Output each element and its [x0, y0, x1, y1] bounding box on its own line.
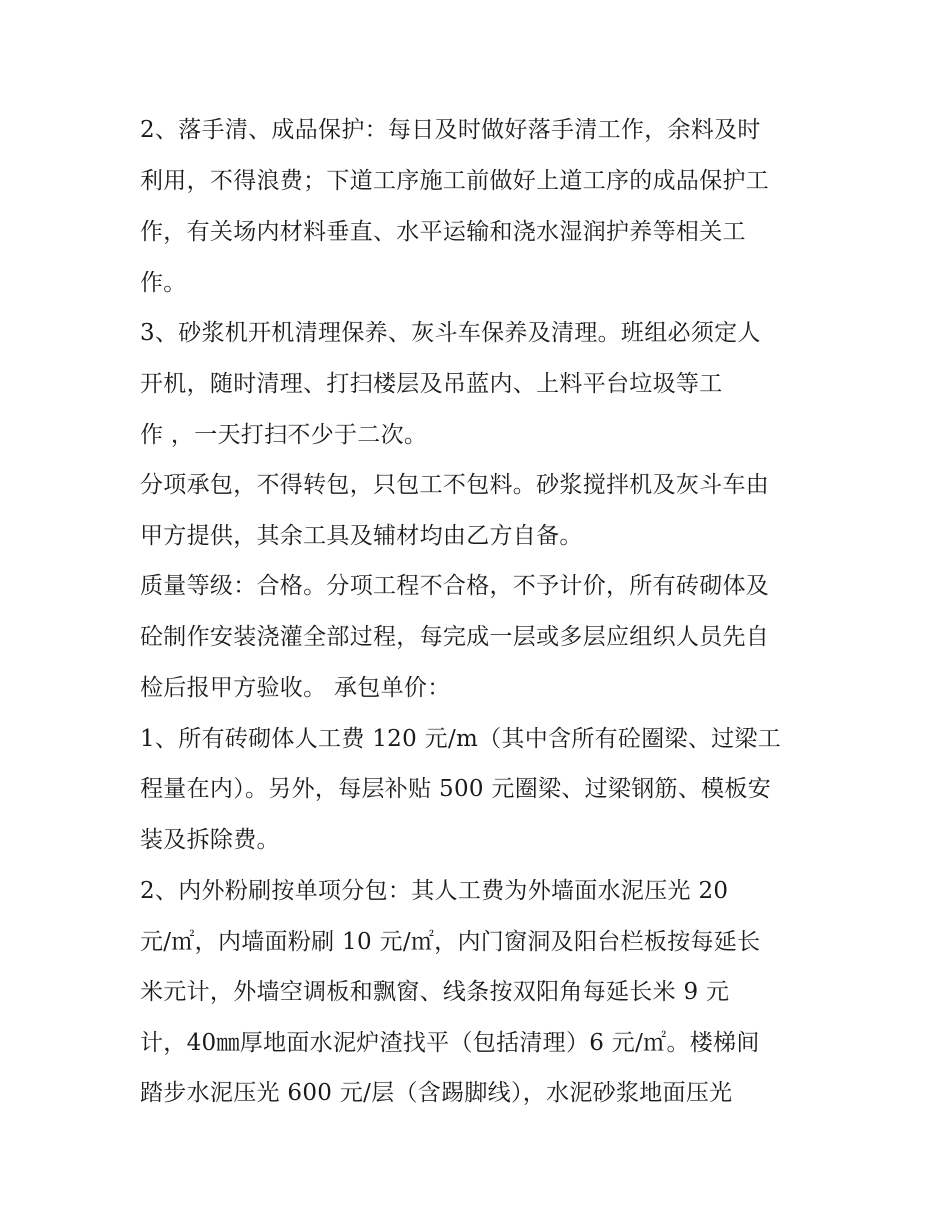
text-line-19: 计，40㎜厚地面水泥炉渣找平（包括清理）6 元/㎡。楼梯间 [140, 1030, 760, 1056]
text-line-11: 砼制作安装浇灌全部过程，每完成一层或多层应组织人员先自 [140, 624, 770, 650]
text-line-14: 程量在内）。另外，每层补贴 500 元圈梁、过梁钢筋、模板安 [140, 776, 772, 802]
text-line-8: 分项承包，不得转包，只包工不包料。砂浆搅拌机及灰斗车由 [140, 472, 770, 498]
text-line-6: 开机，随时清理、打扫楼层及吊蓝内、上料平台垃圾等工 [140, 371, 723, 397]
text-line-15: 装及拆除费。 [140, 827, 280, 853]
text-line-20: 踏步水泥压光 600 元/层（含踢脚线），水泥砂浆地面压光 [140, 1080, 733, 1106]
text-line-2: 利用，不得浪费；下道工序施工前做好上道工序的成品保护工 [140, 168, 770, 194]
text-line-7: 作 ，一天打扫不少于二次。 [140, 422, 428, 448]
text-line-13: 1、所有砖砌体人工费 120 元/m（其中含所有砼圈梁、过梁工 [140, 726, 782, 752]
text-line-5: 3、砂浆机开机清理保养、灰斗车保养及清理。班组必须定人 [140, 320, 761, 346]
text-line-16: 2、内外粉刷按单项分包：其人工费为外墙面水泥压光 20 [140, 878, 729, 904]
text-line-3: 作，有关场内材料垂直、水平运输和浇水湿润护养等相关工 [140, 219, 746, 245]
text-line-10: 质量等级：合格。分项工程不合格，不予计价，所有砖砌体及 [140, 573, 770, 599]
text-line-17: 元/㎡，内墙面粉刷 10 元/㎡，内门窗洞及阳台栏板按每延长 [140, 929, 761, 955]
text-line-9: 甲方提供，其余工具及辅材均由乙方自备。 [140, 523, 583, 549]
text-line-12: 检后报甲方验收。 承包单价： [140, 675, 451, 701]
text-line-4: 作。 [140, 270, 187, 296]
text-line-18: 米元计，外墙空调板和飘窗、线条按双阳角每延长米 9 元 [140, 979, 730, 1005]
text-line-1: 2、落手清、成品保护：每日及时做好落手清工作，余料及时 [140, 117, 761, 143]
